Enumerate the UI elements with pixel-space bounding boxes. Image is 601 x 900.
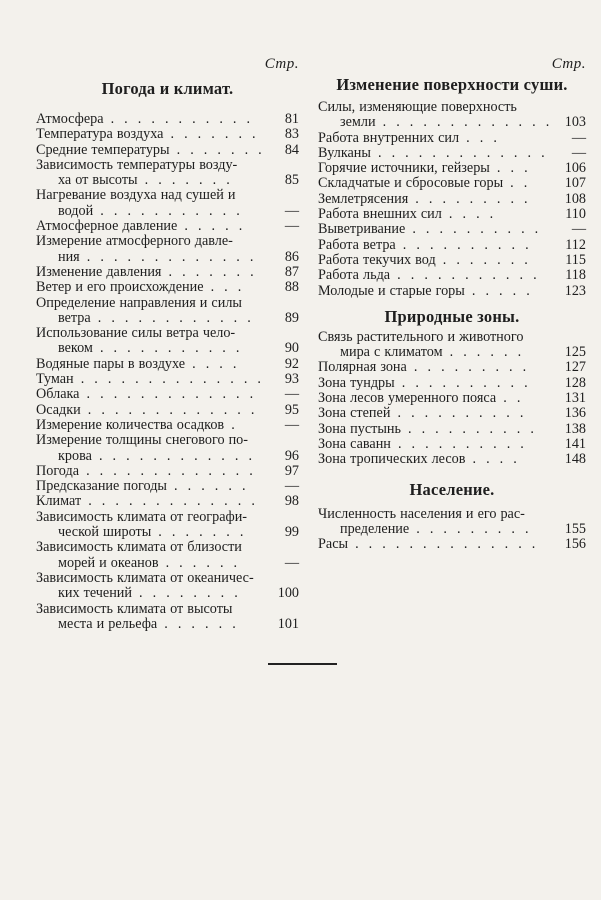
entry-title-continued <box>318 345 560 360</box>
page-number: — <box>571 221 586 238</box>
entry-title-text: Связь растительного и животного <box>318 328 524 345</box>
dot-leader: . . . . . . . . . . . . . . <box>73 371 264 388</box>
entry-title-text: Землетрясения <box>318 190 409 207</box>
page-number: 103 <box>564 114 586 131</box>
page-number: 148 <box>564 451 586 468</box>
entry-title-text: Вулканы <box>318 144 371 161</box>
entry-title <box>318 222 560 237</box>
section-heading: Изменение поверхности суши. <box>336 75 568 94</box>
entry-title-text: Молодые и старые горы <box>318 282 465 299</box>
entry-title <box>36 387 273 402</box>
entry-title-continued-text: водой <box>58 202 94 219</box>
entry-title <box>36 433 273 448</box>
page-number: 156 <box>564 536 586 553</box>
dot-leader: . <box>224 416 238 433</box>
dot-leader: . . . . . . . <box>151 524 247 541</box>
entry-title <box>36 479 273 494</box>
entry-title <box>318 537 560 552</box>
toc-entry <box>318 176 586 191</box>
dot-leader: . . . . <box>465 451 520 468</box>
entry-title <box>318 507 560 522</box>
page-number: 86 <box>284 248 299 265</box>
entry-title-continued <box>36 525 273 540</box>
entry-title-text: Зона тундры <box>318 374 395 391</box>
entry-title-text: Зависимость климата от океаничес- <box>36 569 254 586</box>
page-number: 99 <box>284 524 299 541</box>
page-number: 118 <box>565 267 586 284</box>
toc-entry <box>36 571 299 602</box>
page-number: 83 <box>284 126 299 143</box>
page-number: — <box>284 386 299 403</box>
entry-title-continued-text: места и рельефа <box>58 615 158 632</box>
toc-entry <box>318 360 586 375</box>
dot-leader: . . . . . . . <box>161 263 257 280</box>
entry-title <box>318 406 560 421</box>
toc-entry <box>36 418 299 433</box>
entry-title-text: Водяные пары в воздухе <box>36 355 186 372</box>
toc-entry <box>36 433 299 464</box>
toc-entry <box>36 143 299 158</box>
dot-leader: . . . . . . . . . <box>406 359 530 376</box>
section-heading: Население. <box>409 479 495 499</box>
dot-leader: . . . <box>489 160 531 177</box>
entry-title-text: Определение направления и силы <box>36 294 242 311</box>
entry-title-continued-text: крова <box>58 447 92 464</box>
entry-title <box>318 376 560 391</box>
toc-entry <box>318 253 586 268</box>
dot-leader: . . . . . . . <box>435 251 531 268</box>
toc-entry <box>318 284 586 299</box>
toc-entry <box>36 326 299 357</box>
entry-title-text: Работа текучих вод <box>318 251 436 268</box>
entry-title <box>318 100 560 115</box>
entry-title-continued <box>36 617 273 632</box>
toc-entry <box>318 161 586 176</box>
page-number: — <box>571 129 586 146</box>
entry-title-text: Зависимость климата от высоты <box>36 600 233 617</box>
toc-entry <box>318 422 586 437</box>
dot-leader: . . . . . . . . . . . . . <box>79 462 256 479</box>
page-number: 97 <box>284 462 299 479</box>
entry-title <box>318 192 560 207</box>
page-number: 106 <box>564 160 586 177</box>
entry-title-continued-text: морей и океанов <box>58 554 159 571</box>
entry-title-text: Работа внешних сил <box>318 206 442 223</box>
dot-leader: . . . . . . . . . . <box>400 420 537 437</box>
entry-title <box>318 253 560 268</box>
toc-entry <box>318 131 586 146</box>
toc-entry <box>36 188 299 219</box>
toc-entry <box>36 296 299 327</box>
page-number: 136 <box>564 405 586 422</box>
dot-leader: . . . . . . . . . . . . . <box>370 144 548 161</box>
page-number: 93 <box>284 371 299 388</box>
toc-entry <box>318 268 586 283</box>
page-number: 125 <box>564 344 586 361</box>
entry-title-continued-text: земли <box>340 114 376 131</box>
entry-title <box>36 143 273 158</box>
toc-entry <box>36 387 299 402</box>
toc-entry <box>318 207 586 222</box>
entry-title-text: Атмосфера <box>36 111 104 127</box>
entry-title <box>36 494 273 509</box>
toc-entry <box>36 464 299 479</box>
toc-entry <box>36 265 299 280</box>
entry-title-text: Атмосферное давление <box>36 218 178 235</box>
entry-title <box>36 112 273 127</box>
page-number: 138 <box>564 420 586 437</box>
toc-entry <box>318 452 586 467</box>
entry-title-text: Работа внутренних сил <box>318 129 460 146</box>
page-number: 108 <box>564 190 586 207</box>
entry-title <box>318 437 560 452</box>
entry-title-continued-text: ветра <box>58 309 91 326</box>
entry-title-text: Зависимость климата от географи- <box>36 508 248 525</box>
entry-title <box>36 188 273 203</box>
entry-title <box>318 422 560 437</box>
dot-leader: . . . . . . . . . . <box>390 405 527 422</box>
entry-title-text: Полярная зона <box>318 359 407 376</box>
toc-entry <box>36 112 299 127</box>
entry-title-text: Зависимость климата от близости <box>36 539 242 556</box>
dot-leader: . . . . . <box>177 218 246 235</box>
toc-list <box>36 112 299 632</box>
entry-title-text: Климат <box>36 493 82 510</box>
entry-title <box>36 280 273 295</box>
entry-title-text: Выветривание <box>318 221 406 238</box>
page-number: 110 <box>565 206 586 223</box>
toc-entry <box>318 507 586 538</box>
entry-title-continued <box>36 556 273 571</box>
dot-leader: . . . . . . . . . . . <box>93 202 243 219</box>
page-number: — <box>284 202 299 219</box>
entry-title <box>318 452 560 467</box>
entry-title <box>318 360 560 375</box>
toc-entry <box>36 403 299 418</box>
toc-entry <box>36 540 299 571</box>
dot-leader: . . . . . . . . . . . . . <box>375 114 553 131</box>
page-number: 131 <box>564 390 586 407</box>
entry-title-continued <box>36 311 273 326</box>
entry-title <box>36 372 273 387</box>
entry-title-continued-text: мира с климатом <box>340 344 443 361</box>
entry-title-text: Зона пустынь <box>318 420 401 437</box>
entry-title <box>318 238 560 253</box>
entry-title-text: Силы, изменяющие поверхность <box>318 99 517 115</box>
entry-title-text: Горячие источники, гейзеры <box>318 160 490 177</box>
entry-title-continued <box>318 115 560 130</box>
entry-title-text: Складчатые и сбросовые горы <box>318 175 504 192</box>
entry-title-text: Туман <box>36 371 74 388</box>
page-number: — <box>284 554 299 571</box>
dot-leader: . . . . <box>441 206 497 223</box>
dot-leader: . . . . . . <box>158 554 241 571</box>
page-column-label: Стр. <box>264 56 299 72</box>
page-number: 90 <box>284 340 299 357</box>
entry-title-continued-text: пределение <box>340 520 410 537</box>
toc-entry <box>318 376 586 391</box>
entry-title-text: Работа льда <box>318 267 391 284</box>
entry-title <box>36 464 273 479</box>
entry-title-text: Нагревание воздуха над сушей и <box>36 187 236 204</box>
toc-entry <box>36 357 299 372</box>
dot-leader: . . . . . . . <box>137 172 233 189</box>
toc-entry <box>36 234 299 265</box>
page-number: — <box>571 144 586 161</box>
page-number: 96 <box>284 447 299 464</box>
entry-title-text: Измерение атмосферного давле- <box>36 233 233 250</box>
entry-title <box>36 326 273 341</box>
entry-title-text: Зона тропических лесов <box>318 451 466 468</box>
page-number: 123 <box>564 282 586 299</box>
entry-title <box>318 207 560 222</box>
entry-title <box>36 219 273 234</box>
dot-leader: . . . . . . . <box>169 141 265 158</box>
dot-leader: . . . . . <box>464 282 533 299</box>
entry-title <box>36 234 273 249</box>
dot-leader: . . . . . . <box>157 615 239 632</box>
toc-entry <box>36 127 299 142</box>
dot-leader: . . . . . . <box>166 478 249 495</box>
entry-title-text: Средние температуры <box>36 141 170 158</box>
entry-title <box>318 161 560 176</box>
page-number: — <box>284 218 299 235</box>
entry-title <box>36 357 273 372</box>
entry-title-text: Ветер и его происхождение <box>36 279 204 296</box>
toc-entry <box>318 537 586 552</box>
left-column <box>36 55 299 632</box>
dot-leader: . . . . . . . . . . . . . <box>80 401 258 418</box>
entry-title-text: Измерение толщины снегового по- <box>36 432 248 449</box>
dot-leader: . . . . . . . . <box>131 585 241 602</box>
page-number: 128 <box>564 374 586 391</box>
entry-title-text: Измерение количества осадков <box>36 416 225 433</box>
section-heading: Природные зоны. <box>384 306 520 326</box>
toc-entry <box>318 406 586 421</box>
bottom-divider <box>268 663 337 665</box>
dot-leader: . . . . . . . . . . . <box>390 267 540 284</box>
entry-title <box>36 158 273 173</box>
toc-entry <box>36 219 299 234</box>
section-heading: Погода и климат. <box>101 79 234 98</box>
toc-entry <box>36 510 299 541</box>
entry-title-continued-text: ния <box>58 248 80 265</box>
entry-title-continued <box>318 522 560 537</box>
dot-leader: . . . . . . . . . . . <box>103 111 254 127</box>
toc-entry <box>36 494 299 509</box>
entry-title-text: Предсказание погоды <box>36 478 167 495</box>
entry-title-text: Зависимость температуры возду- <box>36 156 238 173</box>
entry-title-text: Температура воздуха <box>36 126 164 143</box>
dot-leader: . . . . . . . . . . . . . <box>79 248 257 265</box>
toc-entry <box>318 437 586 452</box>
dot-leader: . . . . . . . . . . . . <box>90 309 254 326</box>
entry-title-text: Численность населения и его рас- <box>318 505 525 522</box>
entry-title-continued-text: ха от высоты <box>58 172 138 189</box>
page-number: 101 <box>277 615 299 632</box>
entry-title-text: Зона саванн <box>318 435 391 452</box>
toc-entry <box>318 391 586 406</box>
entry-title-text: Осадки <box>36 401 81 418</box>
entry-title-continued <box>36 449 273 464</box>
entry-title-text: Работа ветра <box>318 236 396 253</box>
entry-title-continued-text: веком <box>58 340 93 357</box>
page-number: 84 <box>284 141 299 158</box>
page-number: 89 <box>284 309 299 326</box>
toc-entry <box>36 280 299 295</box>
toc-entry <box>318 100 586 131</box>
entry-title <box>36 265 273 280</box>
toc-entry <box>36 158 299 189</box>
entry-title <box>318 268 560 283</box>
right-column <box>318 55 586 552</box>
entry-title <box>36 571 273 586</box>
entry-title-continued <box>36 173 273 188</box>
toc-entry <box>318 192 586 207</box>
dot-leader: . . <box>503 175 531 192</box>
entry-title <box>318 131 560 146</box>
page-column-label: Стр. <box>551 56 586 72</box>
toc-entry <box>318 222 586 237</box>
page-number: 155 <box>564 520 586 537</box>
dot-leader: . . . . <box>185 355 240 372</box>
dot-leader: . . . . . . . <box>163 126 259 143</box>
entry-title <box>36 403 273 418</box>
entry-title-text: Облака <box>36 386 80 403</box>
dot-leader: . . . . . . . . . . <box>405 221 542 238</box>
dot-leader: . . . . . . . . . . . . . <box>79 386 257 403</box>
dot-leader: . . . . . . . . . <box>408 190 531 207</box>
entry-title <box>36 296 273 311</box>
dot-leader: . . . . . . . . . . . . <box>91 447 256 464</box>
entry-title-text: Погода <box>36 462 80 479</box>
page-number: 100 <box>277 585 299 602</box>
page-number: 112 <box>565 236 586 253</box>
dot-leader: . . . . . . . . . . . . . <box>81 493 258 510</box>
page-number: 127 <box>564 359 586 376</box>
page-number: 115 <box>565 251 586 268</box>
entry-title <box>318 330 560 345</box>
dot-leader: . . <box>496 390 524 407</box>
page-number: 95 <box>284 401 299 418</box>
page-number: 81 <box>284 111 299 127</box>
toc-entry <box>36 479 299 494</box>
page-number: — <box>284 478 299 495</box>
entry-title <box>36 418 273 433</box>
page-number: 92 <box>284 355 299 372</box>
entry-title <box>318 284 560 299</box>
dot-leader: . . . . . . <box>442 344 525 361</box>
entry-title-text: Зона лесов умеренного пояса <box>318 390 497 407</box>
toc-list <box>318 507 586 553</box>
entry-title-text: Изменение давления <box>36 263 162 280</box>
entry-title-continued <box>36 586 273 601</box>
page-number: 88 <box>284 279 299 296</box>
entry-title-text: Использование силы ветра чело- <box>36 325 236 342</box>
dot-leader: . . . . . . . . . <box>409 520 532 537</box>
dot-leader: . . . . . . . . . . . . . . <box>348 536 539 553</box>
page-number: 85 <box>284 172 299 189</box>
page-number: — <box>284 416 299 433</box>
entry-title-continued <box>36 341 273 356</box>
dot-leader: . . . . . . . . . . <box>395 236 532 253</box>
entry-title <box>36 127 273 142</box>
toc-entry <box>36 372 299 387</box>
dot-leader: . . . <box>459 129 500 146</box>
toc-list <box>318 330 586 468</box>
page-number: 107 <box>564 175 586 192</box>
entry-title <box>318 391 560 406</box>
dot-leader: . . . . . . . . . . <box>394 374 531 391</box>
entry-title <box>318 176 560 191</box>
entry-title-continued-text: ческой широты <box>58 524 152 541</box>
entry-title <box>36 540 273 555</box>
dot-leader: . . . <box>203 279 245 296</box>
toc-entry <box>36 602 299 633</box>
page-number: 98 <box>284 493 299 510</box>
toc-list <box>318 100 586 299</box>
entry-title-continued <box>36 204 273 219</box>
dot-leader: . . . . . . . . . . . <box>92 340 243 357</box>
entry-title <box>36 510 273 525</box>
toc-entry <box>318 330 586 361</box>
entry-title-text: Зона степей <box>318 405 391 422</box>
entry-title <box>318 146 560 161</box>
page-number: 87 <box>284 263 299 280</box>
entry-title-continued <box>36 250 273 265</box>
entry-title-continued-text: ких течений <box>58 585 132 602</box>
dot-leader: . . . . . . . . . . <box>390 435 527 452</box>
entry-title <box>36 602 273 617</box>
entry-title-text: Расы <box>318 536 349 553</box>
page-number: 141 <box>564 435 586 452</box>
toc-entry <box>318 146 586 161</box>
toc-entry <box>318 238 586 253</box>
